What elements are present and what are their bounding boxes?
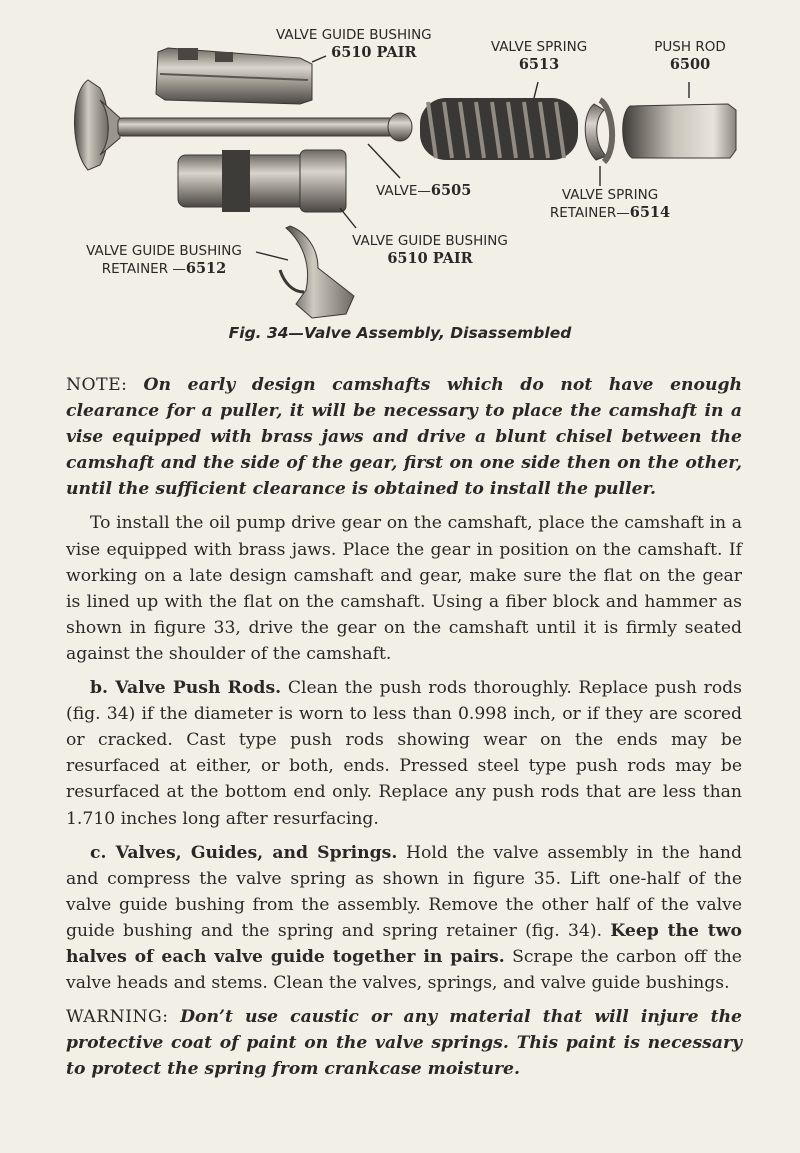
label-part-number: 6510 PAIR xyxy=(331,44,417,61)
section-c-paragraph xyxy=(66,840,742,997)
body-text xyxy=(66,372,742,1090)
section-b-body: Clean the push rods thoroughly. Replace push rods (fig. 34) if the diameter is worn to less than 0.998 inch, or if they are scored or cracked. Cast type push rods showing wear on the ends may be resurfaced at either, or both, ends. Pressed steel type push rods may be resurfaced at the bottom end only. Replace any push rods that are less than 1.710 inches long after resurfacing. xyxy=(66,678,742,829)
note-paragraph xyxy=(66,372,742,502)
label-valve-spring-retainer xyxy=(540,187,680,222)
valve-spring-retainer xyxy=(585,100,612,162)
valve-assembly-figure xyxy=(0,0,800,360)
label-valve-guide-bushing-top xyxy=(276,27,432,61)
label-part-number: 6512 xyxy=(185,260,227,277)
figure-caption: Fig. 34—Valve Assembly, Disassembled xyxy=(228,324,572,342)
label-part-number: 6500 xyxy=(669,56,711,73)
warning-lead: WARNING: xyxy=(66,1007,169,1028)
section-b-paragraph xyxy=(66,675,742,832)
install-paragraph: To install the oil pump drive gear on the camshaft, place the camshaft in a vise equipped with brass jaws. Place the gear in position on the camshaft. If working on a late design camshaft and gear, make sure the flat on the gear is lined up with the flat on the camshaft. Using a fiber block and hammer as shown in figure 33, drive the gear on the camshaft until it is firmly seated against the shoulder of the camshaft. xyxy=(66,513,742,664)
valve-spring xyxy=(420,98,578,160)
section-c-bold: Keep the two halves of each valve guide together in pairs. xyxy=(66,920,742,967)
label-valve-guide-bushing-bottom xyxy=(340,233,520,267)
label-name: VALVE GUIDE BUSHING xyxy=(352,233,508,249)
warning-paragraph xyxy=(66,1004,742,1082)
label-name-line2: RETAINER— xyxy=(549,205,630,221)
section-c-body-2: Scrape the carbon off the valve heads and stems. Clean the valves, springs, and valve guide bushings. xyxy=(66,946,742,994)
label-valve xyxy=(376,182,471,200)
section-b-heading: b. Valve Push Rods. xyxy=(90,678,282,699)
label-valve-spring xyxy=(484,39,594,73)
section-c-body-1: Hold the valve assembly in the hand and compress the valve spring as shown in figure 35. Lift one-half of the valve guide bushing from the assembly. Remove the other half of the valve guide bushing and the spring and spring retainer (fig. 34). xyxy=(66,842,743,941)
label-name: PUSH ROD xyxy=(654,39,726,55)
label-name: VALVE SPRING xyxy=(490,39,588,55)
label-name: VALVE SPRING xyxy=(561,187,659,203)
label-name-line2: RETAINER — xyxy=(101,261,186,277)
label-name: VALVE— xyxy=(376,183,431,199)
label-part-number: 6514 xyxy=(629,204,671,221)
push-rod xyxy=(623,104,736,158)
label-valve-guide-bushing-retainer xyxy=(74,243,254,278)
warning-body: Don’t use caustic or any material that will injure the protective coat of paint on the valve springs. This paint is necessary to protect the spring from crankcase moisture. xyxy=(66,1007,742,1080)
label-name: VALVE GUIDE BUSHING xyxy=(86,243,242,259)
note-lead: NOTE: xyxy=(66,375,128,395)
note-body: On early design camshafts which do not have enough clearance for a puller, it will be necessary to place the camshaft in a vise equipped with brass jaws and drive a blunt chisel between the camshaft and the side of the gear, first on one side then on the other, until the sufficient clearance is obtained to install the puller. xyxy=(66,375,743,500)
section-c-heading: c. Valves, Guides, and Springs. xyxy=(90,842,398,863)
label-part-number: 6505 xyxy=(430,182,472,199)
label-push-rod xyxy=(640,39,740,73)
guide-bushing-half-bottom xyxy=(178,150,346,212)
label-name: VALVE GUIDE BUSHING xyxy=(276,27,432,43)
label-part-number: 6510 PAIR xyxy=(387,250,473,267)
label-part-number: 6513 xyxy=(518,56,560,73)
